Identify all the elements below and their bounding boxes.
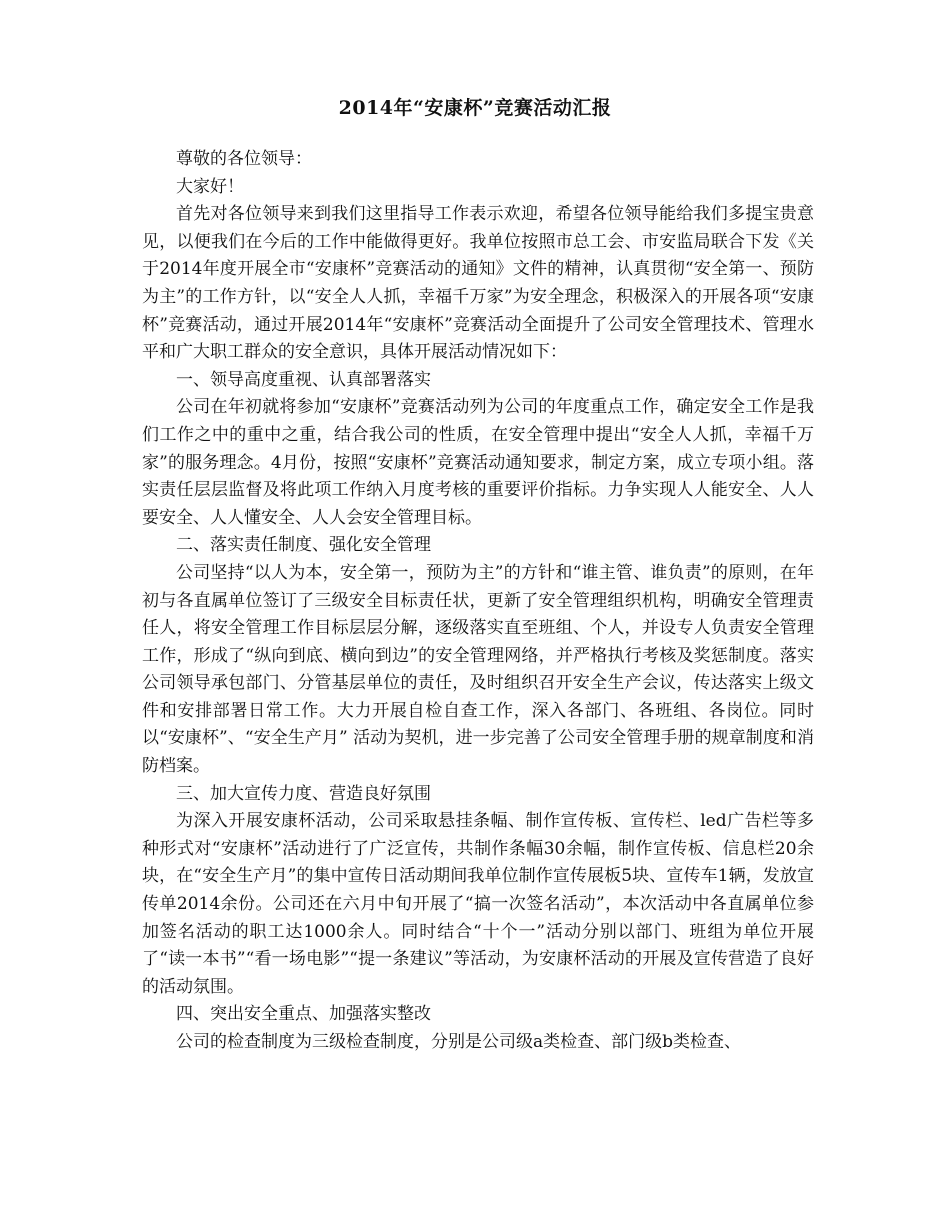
section-paragraph-4: 公司的检查制度为三级检查制度，分别是公司级a类检查、部门级b类检查、 <box>176 1032 742 1052</box>
section-heading-4: 四、突出安全重点、加强落实整改 <box>176 1004 431 1025</box>
section-heading-2: 二、落实责任制度、强化安全管理 <box>176 535 431 556</box>
section-paragraph-3: 为深入开展安康杯活动，公司采取悬挂条幅、制作宣传板、宣传栏、led广告栏等多种形式对“安康杯”活动进行了广泛宣传，共制作条幅30余幅，制作宣传板、信息栏20余块，在“安全生产月”的集中宣传日活动期间我单位制作宣传展板5块、宣传车1辆，发放宣传单2014余份。公司还在六月中旬开展了“搞一次签名活动”，本次活动中各直属单位参加签名活动的职工达1000余人。同时结合“十个一”活动分别以部门、班组为单位开展了“读一本书”“看一场电影”“提一条建议”等活动，为安康杯活动的开展及宣传营造了良好的活动氛围。 <box>142 811 814 997</box>
section-heading-3: 三、加大宣传力度、营造良好氛围 <box>176 783 431 804</box>
intro-paragraph: 首先对各位领导来到我们这里指导工作表示欢迎，希望各位领导能给我们多提宝贵意见，以便我们在今后的工作中能做得更好。我单位按照市总工会、市安监局联合下发《关于2014年度开展全市“安康杯”竞赛活动的通知》文件的精神，认真贯彻“安全第一、预防为主”的工作方针，以“安全人人抓，幸福千万家”为安全理念，积极深入的开展各项“安康杯”竞赛活动，通过开展2014年“安康杯”竞赛活动全面提升了公司安全管理技术、管理水平和广大职工群众的安全意识，具体开展活动情况如下： <box>142 204 814 363</box>
section-heading-1: 一、领导高度重视、认真部署落实 <box>176 369 431 390</box>
greeting: 大家好！ <box>176 176 244 197</box>
salutation: 尊敬的各位领导： <box>176 149 312 169</box>
section-paragraph-1: 公司在年初就将参加“安康杯”竞赛活动列为公司的年度重点工作，确定安全工作是我们工作之中的重中之重，结合我公司的性质，在安全管理中提出“安全人人抓，幸福千万家”的服务理念。4月份，按照“安康杯”竞赛活动通知要求，制定方案，成立专项小组。落实责任层层监督及将此项工作纳入月度考核的重要评价指标。力争实现人人能安全、人人要安全、人人懂安全、人人会安全管理目标。 <box>142 397 814 528</box>
section-paragraph-2: 公司坚持“以人为本，安全第一，预防为主”的方针和“谁主管、谁负责”的原则，在年初与各直属单位签订了三级安全目标责任状，更新了安全管理组织机构，明确安全管理责任人，将安全管理工作目标层层分解，逐级落实直至班组、个人，并设专人负责安全管理工作，形成了“纵向到底、横向到边”的安全管理网络，并严格执行考核及奖惩制度。落实公司领导承包部门、分管基层单位的责任，及时组织召开安全生产会议，传达落实上级文件和安排部署日常工作。大力开展自检自查工作，深入各部门、各班组、各岗位。同时以“安康杯”、“安全生产月” 活动为契机，进一步完善了公司安全管理手册的规章制度和消防档案。 <box>142 562 814 777</box>
document-title: 2014年“安康杯”竞赛活动汇报 <box>338 97 612 119</box>
document-body <box>142 146 814 1057</box>
